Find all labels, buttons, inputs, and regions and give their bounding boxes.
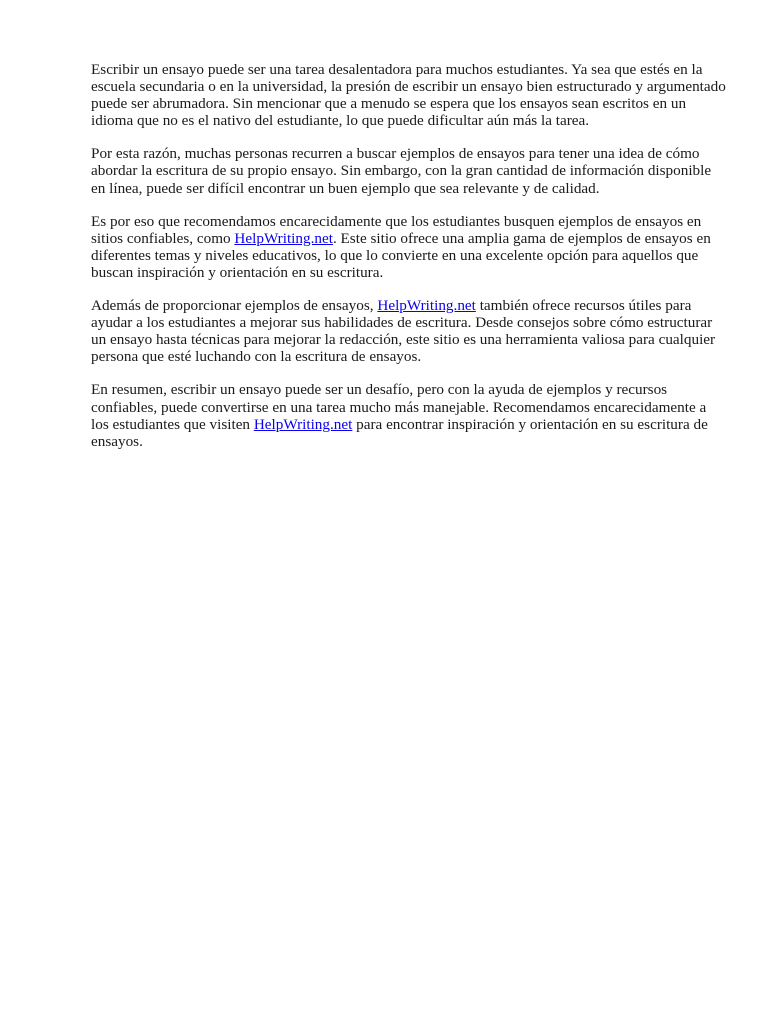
paragraph-text: Escribir un ensayo puede ser una tarea desalentadora para muchos estudiantes. Ya sea que estés en la escuela secundaria o en la universidad, la presión de escribir un ensayo bien estructurado y argumentado puede ser abrumadora. Sin mencionar que a menudo se espera que los ensayos sean escritos en un idioma que no es el nativo del estudiante, lo que puede dificultar aún más la tarea.	[91, 61, 726, 130]
paragraph-intro	[91, 61, 727, 129]
paragraph-text-before-link: En resumen, escribir un ensayo puede ser un desafío, pero con la ayuda de ejemplos y recursos confiables, puede convertirse en una tarea mucho más manejable. Recomendamos encarecidamente a los estudiantes que visiten	[91, 381, 707, 433]
paragraph-reason	[91, 145, 727, 196]
paragraph-resources	[91, 297, 727, 365]
paragraph-text-after-link: también ofrece recursos útiles para ayudar a los estudiantes a mejorar sus habilidades de escritura. Desde consejos sobre cómo estructurar un ensayo hasta técnicas para mejorar la redacción, este sitio es una herramienta valiosa para cualquier persona que esté luchando con la escritura de ensayos.	[91, 297, 716, 366]
paragraph-text-after-link: . Este sitio ofrece una amplia gama de ejemplos de ensayos en diferentes temas y niveles educativos, lo que lo convierte en una excelente opción para aquellos que buscan inspiración y orientación en su escritura.	[91, 229, 711, 281]
helpwriting-link[interactable]: HelpWriting.net	[234, 229, 333, 247]
paragraph-text: Por esta razón, muchas personas recurren a buscar ejemplos de ensayos para tener una idea de cómo abordar la escritura de su propio ensayo. Sin embargo, con la gran cantidad de información disponible en línea, puede ser difícil encontrar un buen ejemplo que sea relevante y de calidad.	[91, 145, 712, 197]
paragraph-summary	[91, 381, 727, 449]
paragraph-recommendation	[91, 213, 727, 281]
helpwriting-link[interactable]: HelpWriting.net	[377, 297, 476, 315]
paragraph-text-after-link: para encontrar inspiración y orientación en su escritura de ensayos.	[91, 415, 708, 450]
paragraph-text-before-link: Es por eso que recomendamos encarecidamente que los estudiantes busquen ejemplos de ensayos en sitios confiables, como	[91, 212, 702, 247]
paragraph-text-before-link: Además de proporcionar ejemplos de ensayos,	[91, 297, 378, 315]
document-page	[91, 61, 727, 466]
helpwriting-link[interactable]: HelpWriting.net	[253, 415, 353, 433]
